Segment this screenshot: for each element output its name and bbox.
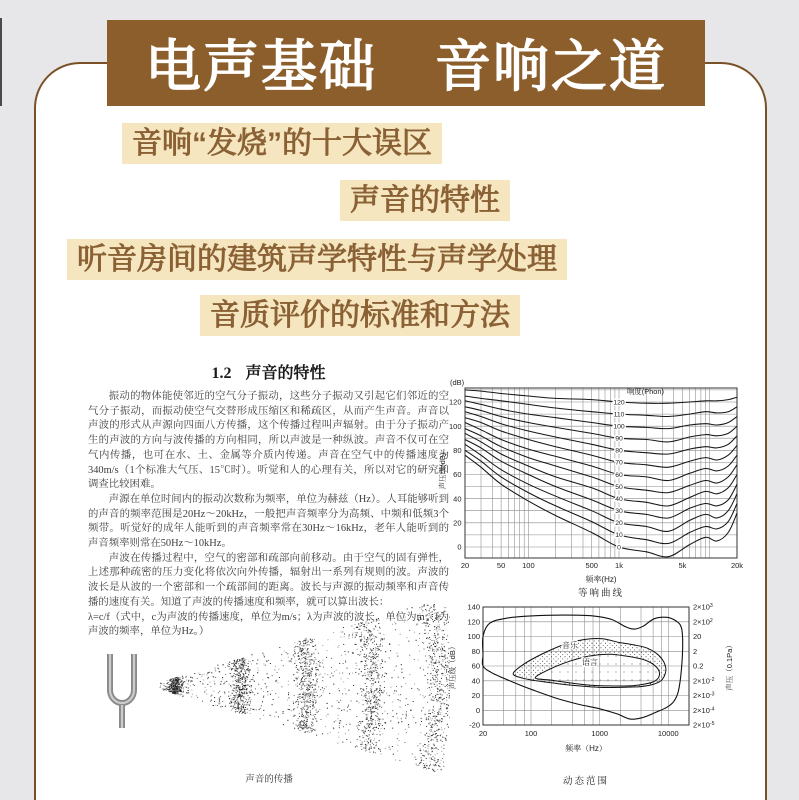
- svg-text:20: 20: [693, 632, 702, 642]
- paragraph: 声源在单位时间内的振动次数称为频率，单位为赫兹（Hz）。人耳能够听到的声音的频率范围是20Hz～20kHz，一般把声音频率分为高频、中频和低频3个频带。听觉好的成年人能听到的声音频率常在30Hz～16kHz，老年人能听到的声音频率则常在50Hz～10kHz。: [88, 493, 449, 550]
- svg-text:70: 70: [615, 459, 623, 467]
- highlight-topic-2: 声音的特性: [340, 180, 510, 221]
- svg-text:20: 20: [478, 729, 488, 738]
- section-name: 声音的特性: [245, 365, 326, 382]
- svg-text:20: 20: [460, 561, 470, 570]
- svg-text:40: 40: [471, 676, 480, 686]
- svg-text:动态范围: 动态范围: [562, 776, 610, 787]
- svg-text:0.2: 0.2: [693, 661, 704, 671]
- svg-text:500: 500: [585, 561, 598, 570]
- svg-text:50: 50: [615, 483, 623, 491]
- svg-text:20: 20: [453, 518, 462, 528]
- highlight-topic-1: 音响“发烧”的十大误区: [122, 123, 442, 164]
- formula-paragraph: λ=c/f（式中，c为声波的传播速度，单位为m/s；λ为声波的波长，单位为m；f为声波的频率，单位为Hz。）: [88, 611, 449, 638]
- svg-text:5k: 5k: [678, 561, 687, 570]
- title-banner: [107, 20, 705, 106]
- svg-text:100: 100: [524, 729, 538, 738]
- paragraph: 振动的物体能使邻近的空气分子振动，这些分子振动又引起它们邻近的空气分子振动，而振动使空气交替形成压缩区和稀疏区，从而产生声音。声音以声波的形式从声源向四面八方传播，这个传播过程叫声辐射。由于分子振动产生的声波的方向与波传播的方向相同，所以声波是一种纵波。声音不仅可在空气内传播，也可在水、土、金属等介质内传递。声音在空气中的传播速度为340m/s（1个标准大气压、15℃时）。听觉和人的心理有关，所以对它的研究和调查比较困难。: [88, 391, 449, 491]
- page-edge-mark: [0, 18, 2, 106]
- book-title: 电声基础 音响之道: [145, 37, 667, 99]
- svg-text:80: 80: [615, 447, 623, 455]
- svg-text:10000: 10000: [657, 729, 679, 738]
- svg-text:2: 2: [693, 646, 698, 656]
- figure-caption: 声音的传播: [245, 775, 293, 785]
- svg-text:40: 40: [615, 496, 623, 503]
- svg-text:0: 0: [475, 705, 480, 715]
- svg-text:2×10-2: $2\times 10^{-2}$: [693, 676, 715, 686]
- svg-text:120: 120: [613, 399, 625, 407]
- svg-text:40: 40: [453, 494, 462, 504]
- article-body: [88, 390, 449, 640]
- sound-propagation-diagram: [88, 604, 450, 772]
- svg-text:90: 90: [615, 435, 623, 443]
- svg-text:50: 50: [496, 561, 506, 570]
- svg-text:0: 0: [617, 544, 621, 552]
- section-title: [88, 360, 449, 383]
- svg-text:140: 140: [467, 602, 480, 612]
- svg-text:声压（0.1Pa）: 声压（0.1Pa）: [725, 641, 734, 691]
- highlight-topic-4: 音质评价的标准和方法: [200, 295, 520, 336]
- section-number: 1.2: [211, 365, 232, 382]
- svg-text:100: 100: [448, 421, 462, 431]
- svg-text:80: 80: [453, 445, 462, 455]
- svg-text:110: 110: [613, 411, 625, 419]
- svg-text:20k: 20k: [730, 561, 744, 570]
- dynamic-range-chart: [438, 597, 783, 797]
- svg-text:2×103: $2\times 10^3$: [693, 602, 713, 612]
- paragraph: 声波在传播过程中，空气的密部和疏部向前移动。由于空气的固有弹性，上述那种疏密的压力变化将依次向外传播，辐射出一系列有规则的波。声波的波长是从波的一个密部和一个疏部间的距离。波长与声源的振动频率和声音传播的速度有关。知道了声波的传播速度和频率，就可以算出波长：: [88, 552, 449, 608]
- svg-text:100: 100: [522, 561, 535, 570]
- svg-text:(dB): (dB): [450, 378, 465, 387]
- svg-text:频率(Hz): 频率(Hz): [585, 575, 617, 584]
- svg-text:120: 120: [448, 397, 462, 407]
- highlight-topic-3: 听音房间的建筑声学特性与声学处理: [67, 239, 567, 280]
- svg-text:80: 80: [471, 646, 480, 656]
- svg-text:声压级（dB）: 声压级（dB）: [448, 642, 457, 690]
- svg-text:10: 10: [615, 532, 623, 540]
- svg-text:60: 60: [471, 661, 480, 671]
- svg-text:音乐: 音乐: [562, 640, 578, 650]
- svg-text:60: 60: [615, 471, 623, 479]
- svg-text:语言: 语言: [581, 657, 598, 667]
- svg-text:60: 60: [453, 470, 462, 480]
- svg-text:2×10-5: $2\times 10^{-5}$: [693, 720, 715, 730]
- svg-text:100: 100: [613, 423, 625, 431]
- svg-text:1000: 1000: [591, 729, 609, 738]
- svg-text:100: 100: [467, 632, 480, 642]
- svg-text:120: 120: [467, 617, 480, 627]
- svg-text:响度(Phon): 响度(Phon): [627, 387, 664, 396]
- svg-text:20: 20: [471, 691, 480, 701]
- svg-text:等响曲线: 等响曲线: [577, 588, 625, 599]
- svg-text:2×102: $2\times 10^2$: [693, 617, 713, 627]
- svg-text:20: 20: [615, 520, 623, 528]
- svg-text:30: 30: [615, 508, 623, 515]
- svg-text:声压级(dB): 声压级(dB): [438, 452, 447, 490]
- svg-text:-20: -20: [469, 720, 480, 730]
- svg-text:0: 0: [457, 542, 462, 552]
- svg-text:频率（Hz）: 频率（Hz）: [565, 744, 607, 753]
- equal-loudness-contours-chart: [438, 371, 768, 601]
- svg-text:2×10-4: $2\times 10^{-4}$: [693, 705, 715, 715]
- svg-text:1k: 1k: [615, 561, 623, 570]
- svg-text:2×10-3: $2\times 10^{-3}$: [693, 691, 715, 701]
